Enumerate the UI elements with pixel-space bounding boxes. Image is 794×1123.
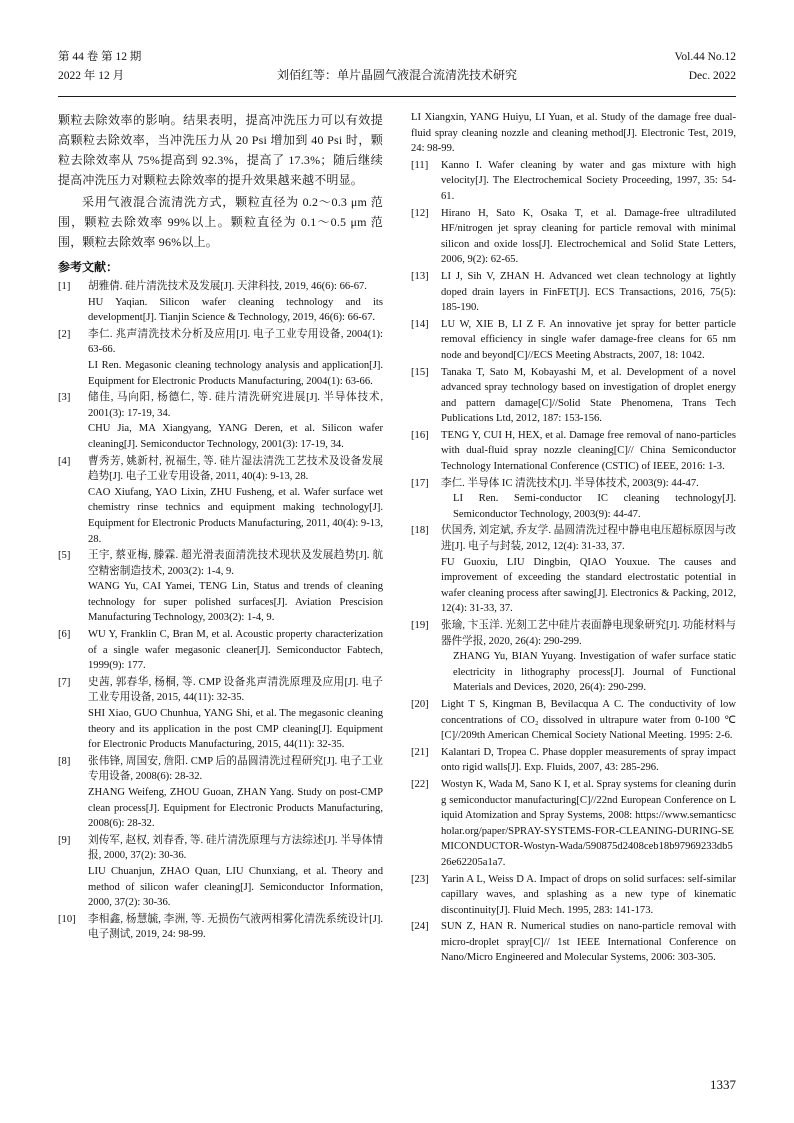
reference-text-en: Yarin A L, Weiss D A. Impact of drops on solid surfaces: self-similar capillary waves, and splashing as a new type of kinematic discontinuity[J]. Fluid Mech. 1995, 283: 141-173.	[441, 873, 736, 916]
header-date-cn: 2022 年 12 月	[58, 70, 125, 82]
reference-text-en: Kalantari D, Tropea C. Phase doppler measurements of spray impact onto rigid walls[J]. Exp. Fluids, 2007, 43: 285-296.	[441, 746, 736, 774]
reference-item	[411, 919, 736, 966]
reference-text-zh: 李仁. 半导体 IC 清洗技术[J]. 半导体技术, 2003(9): 44-47.	[441, 477, 699, 489]
reference-number: [23]	[411, 873, 429, 885]
header-volume-issue: 第 44 卷 第 12 期	[58, 51, 142, 63]
header-vol-no-en: Vol.44 No.12	[674, 51, 736, 63]
reference-number: [21]	[411, 746, 429, 758]
header-date-en: Dec. 2022	[688, 70, 736, 82]
reference-number: [15]	[411, 366, 429, 378]
reference-number: [6]	[58, 629, 71, 641]
reference-item	[411, 317, 736, 364]
right-column	[411, 110, 736, 967]
reference-item-continued	[411, 110, 736, 157]
reference-text-zh: 张伟锋, 周国安, 詹阳. CMP 后的晶圆清洗过程研究[J]. 电子工业专用设备, 2008(6): 28-32.	[88, 755, 383, 783]
reference-number: [22]	[411, 778, 429, 790]
reference-text-en: Tanaka T, Sato M, Kobayashi M, et al. Development of a novel advanced spray technology based on investigation of droplet energy and pattern damage[C]//Solid State Phenomena, Trans Tech Publications Ltd, 2012, 187: 153-156.	[441, 366, 736, 425]
reference-number: [16]	[411, 429, 429, 441]
reference-item	[411, 618, 736, 696]
reference-item	[58, 390, 383, 452]
reference-number: [3]	[58, 392, 71, 404]
header-divider	[58, 96, 736, 97]
reference-item	[411, 523, 736, 617]
reference-text-en: SHI Xiao, GUO Chunhua, YANG Shi, et al. The megasonic cleaning theory and its application in the post CMP cleaning[J]. Equipment for Electronic Products Manufacturing, 2015, 44(11): 32-35.	[88, 708, 383, 751]
reference-text-en: WU Y, Franklin C, Bran M, et al. Acoustic property characterization of a single wafer megasonic cleaner[J]. Semiconductor Fabtech, 1999(9): 177.	[88, 629, 383, 672]
reference-item	[58, 754, 383, 832]
reference-number: [1]	[58, 281, 71, 292]
reference-text-zh: 伏国秀, 刘定斌, 乔友学. 晶圆清洗过程中静电电压超标原因与改进[J]. 电子与封装, 2012, 12(4): 31-33, 37.	[441, 525, 736, 553]
reference-number: [12]	[411, 207, 429, 219]
body-paragraph-2: 采用气液混合流清洗方式，颗粒直径为 0.2～0.3 μm 范围，颗粒去除效率 99%以上。颗粒直径为 0.1～0.5 μm 范围，颗粒去除效率 96%以上。	[58, 195, 383, 249]
reference-item	[411, 428, 736, 475]
reference-text-en: LI Ren. Semi-conductor IC cleaning technology[J]. Semiconductor Technology, 2003(9): 44-47.	[453, 493, 736, 520]
reference-text-zh: 储佳, 马向阳, 杨德仁, 等. 硅片清洗研究进展[J]. 半导体技术, 2001(3): 17-19, 34.	[88, 392, 383, 419]
reference-text-en: LU W, XIE B, LI Z F. An innovative jet spray for better particle removal efficiency in single wafer damage-free cleans for 65 nm node and beyond[C]//ECS Meeting Abstracts, 2007, 18: 1042.	[441, 318, 736, 361]
reference-text-en: TENG Y, CUI H, HEX, et al. Damage free removal of nano-particles with dual-fluid spray nozzle cleaning[C]// China Semiconductor Technology International Conference (CSTIC) of IEEE, 2016: 1-3.	[441, 429, 736, 473]
reference-text-en: FU Guoxiu, LIU Dingbin, QIAO Youxue. The causes and improvement of exceeding the standard electrostatic potential in wafer cleaning process after sawing[J]. Electronics & Packing, 2012, 12(4): 31-33, 37.	[441, 556, 736, 615]
reference-number: [9]	[58, 834, 71, 846]
reference-item	[411, 206, 736, 268]
header-running-title: 刘佰红等：单片晶圆气液混合流清洗技术研究	[276, 68, 517, 82]
reference-item	[411, 777, 736, 871]
reference-text-en: LI Xiangxin, YANG Huiyu, LI Yuan, et al. Study of the damage free dual-fluid spray cleaning nozzle and cleaning method[J]. Electronic Test, 2019, 24: 98-99.	[411, 112, 736, 155]
reference-text-en: WANG Yu, CAI Yamei, TENG Lin, Status and trends of cleaning technology for super polished surfaces[J]. Aviation Prescision Manufacturing Technology, 2003(2): 1-4, 9.	[88, 581, 383, 624]
reference-text-zh: 曹秀芳, 姚新村, 祝福生, 等. 硅片湿法清洗工艺技术及设备发展趋势[J]. 电子工业专用设备, 2011, 40(4): 9-13, 28.	[88, 455, 383, 483]
reference-number: [17]	[411, 477, 429, 489]
reference-text-zh: 张瑜, 卞玉洋. 光刻工艺中硅片表面静电现象研究[J]. 功能材料与器件学报, 2020, 26(4): 290-299.	[441, 620, 736, 647]
reference-number: [5]	[58, 550, 71, 562]
reference-number: [24]	[411, 921, 429, 933]
reference-text-en: LIU Chuanjun, ZHAO Quan, LIU Chunxiang, et al. Theory and method of silicon wafer cleaning[J]. Semiconductor Information, 2000, 37(2): 30-36.	[88, 865, 383, 909]
reference-text-zh: 王宇, 蔡亚梅, 滕霖. 超光滑表面清洗技术现状及发展趋势[J]. 航空精密制造技术, 2003(2): 1-4, 9.	[88, 550, 383, 577]
reference-item	[58, 627, 383, 674]
reference-item	[411, 697, 736, 744]
reference-item	[58, 548, 383, 626]
reference-text-zh: 李相鑫, 杨慧毓, 李洲, 等. 无损伤气液两相雾化清洗系统设计[J]. 电子测试, 2019, 24: 98-99.	[88, 913, 383, 941]
reference-text-en: ZHANG Yu, BIAN Yuyang. Investigation of wafer surface static electricity in lithography process[J]. Journal of Functional Materials and Devices, 2020, 26(4): 290-299.	[453, 651, 736, 694]
reference-number: [7]	[58, 676, 71, 688]
left-column	[58, 110, 383, 944]
reference-item	[411, 269, 736, 316]
reference-number: [4]	[58, 455, 71, 467]
reference-text-en: LI Ren. Megasonic cleaning technology analysis and application[J]. Equipment for Electronic Products Manufacturing, 2004(1): 63-66.	[88, 359, 383, 387]
reference-text-en: CAO Xiufang, YAO Lixin, ZHU Fusheng, et al. Wafer surface wet chemistry rinse technics and equipment making technology[J]. Equipment for Electronic Products Manufacturing, 2011, 40(4): 9-13, 28.	[88, 486, 383, 545]
reference-item	[411, 158, 736, 205]
reference-number: [14]	[411, 318, 429, 330]
reference-text-en: Wostyn K, Wada M, Sano K I, et al. Spray systems for cleaning during semiconductor manufacturing[C]//22nd European Conference on Liquid Atomization and Spray Systems, 2008: https://www.semanticscholar.org/paper/SPRAY-SYSTEMS-FOR-CLEANING-DURING-SEMICONDUCTOR-Wostyn-Wada/590875d2408ceb18b97969233db526e62205a1a7.	[441, 778, 736, 868]
reference-item	[58, 675, 383, 753]
reference-item	[411, 872, 736, 919]
reference-number: [20]	[411, 698, 429, 710]
reference-text-en: HU Yaqian. Silicon wafer cleaning technology and its development[J]. Tianjin Science & Technology, 2019, 46(6): 66-67.	[88, 296, 383, 324]
two-column-body	[58, 110, 736, 1065]
reference-number: [10]	[58, 913, 76, 925]
reference-number: [8]	[58, 755, 71, 767]
reference-item	[411, 476, 736, 523]
reference-number: [13]	[411, 270, 429, 282]
reference-item	[58, 279, 383, 326]
references-heading: 参考文献：	[58, 260, 119, 274]
reference-text-en: Hirano H, Sato K, Osaka T, et al. Damage-free ultradiluted HF/nitrogen jet spray cleaning for particle removal with minimal silicon and oxide loss[J]. Electrochemical and Solid State Letters, 2006, 9(2): 62-65.	[441, 207, 736, 266]
page-header	[58, 48, 736, 92]
reference-text-en: LI J, Sih V, ZHAN H. Advanced wet clean technology at lightly doped drain layers in FinFET[J]. ECS Transactions, 2016, 75(5): 185-190.	[441, 270, 736, 314]
reference-text-zh: 史茜, 郭春华, 杨桐, 等. CMP 设备兆声清洗原理及应用[J]. 电子工业专用设备, 2015, 44(11): 32-35.	[88, 676, 383, 704]
reference-number: [19]	[411, 620, 429, 631]
reference-text-en: CHU Jia, MA Xiangyang, YANG Deren, et al. Silicon wafer cleaning[J]. Semiconductor Technology, 2001(3): 17-19, 34.	[88, 423, 383, 450]
body-paragraph-1: 颗粒去除效率的影响。结果表明，提高冲洗压力可以有效提高颗粒去除效率，当冲洗压力从 20 Psi 增加到 40 Psi 时，颗粒去除效率从 75%提高到 92.3%，提高了 17.3%；随后继续提高冲洗压力对颗粒去除效率的提升效果越来越不明显。	[58, 113, 383, 187]
reference-item	[411, 745, 736, 776]
reference-item	[411, 365, 736, 427]
reference-item	[58, 833, 383, 911]
reference-text-en: Kanno I. Wafer cleaning by water and gas mixture with high velocity[J]. The Electrochemical Society Proceeding, 1997, 35: 54-61.	[441, 159, 736, 202]
reference-text-zh: 胡雅倩. 硅片清洗技术及发展[J]. 天津科技, 2019, 46(6): 66-67.	[88, 281, 367, 292]
reference-number: [11]	[411, 159, 429, 171]
page-number: 1337	[710, 1077, 736, 1092]
reference-item	[58, 327, 383, 389]
reference-text-zh: 刘传军, 赵权, 刘春香, 等. 硅片清洗原理与方法综述[J]. 半导体情报, 2000, 37(2): 30-36.	[88, 834, 383, 862]
reference-text-en: ZHANG Weifeng, ZHOU Guoan, ZHAN Yang. Study on post-CMP clean process[J]. Equipment for Electronic Products Manufacturing, 2008(6): 28-32.	[88, 787, 383, 830]
reference-item	[58, 454, 383, 548]
reference-number: [18]	[411, 525, 429, 537]
reference-text-en: Light T S, Kingman B, Bevilacqua A C. The conductivity of low concentrations of CO₂ dissolved in ultrapure water from 0-100 ℃ [C]//209th American Chemical Society National Meeting. 1995: 2-6.	[441, 698, 736, 742]
reference-item	[58, 912, 383, 943]
reference-text-en: SUN Z, HAN R. Numerical studies on nano-particle removal with micro-droplet spray[C]// 1st IEEE International Conference on Nano/Micro Engineered and Molecular Systems, 2006: 303-305.	[441, 921, 736, 964]
reference-number: [2]	[58, 328, 71, 340]
reference-text-zh: 李仁. 兆声清洗技术分析及应用[J]. 电子工业专用设备, 2004(1): 63-66.	[88, 328, 383, 356]
